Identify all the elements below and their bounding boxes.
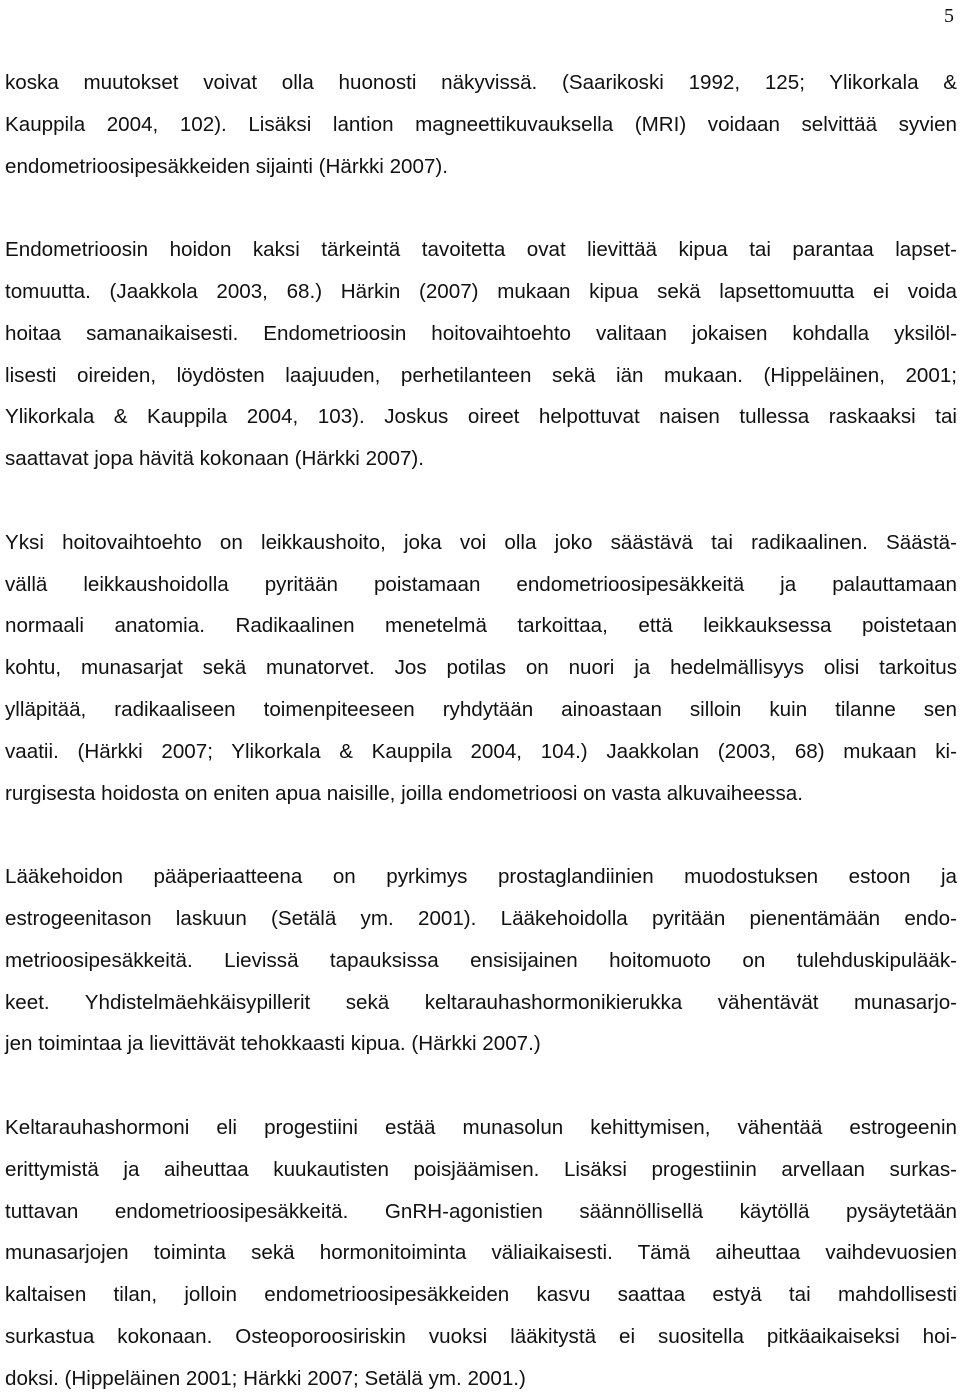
text-line: ylläpitää, radikaaliseen toimenpiteeseen ryhdytään ainoastaan silloin kuin tilanne sen: [5, 697, 957, 721]
document-body: [5, 62, 957, 1400]
text-line: Keltarauhashormoni eli progestiini estää munasolun kehittymisen, vähentää estrogeenin: [5, 1115, 957, 1139]
text-line: kohtu, munasarjat sekä munatorvet. Jos potilas on nuori ja hedelmällisyys olisi tarkoitus: [5, 656, 957, 680]
paragraph-mri: [5, 62, 957, 187]
text-line: metrioosipesäkkeitä. Lievissä tapauksissa ensisijainen hoitomuoto on tulehduskipulääk-: [5, 948, 957, 972]
text-line: doksi. (Hippeläinen 2001; Härkki 2007; Setälä ym. 2001.): [5, 1366, 526, 1390]
text-line: tomuutta. (Jaakkola 2003, 68.) Härkin (2007) mukaan kipua sekä lapsettomuutta ei voida: [5, 279, 957, 303]
text-line: tuttavan endometrioosipesäkkeitä. GnRH-agonistien säännöllisellä käytöllä pysäytetään: [5, 1199, 957, 1223]
text-line: lisesti oireiden, löydösten laajuuden, perhetilanteen sekä iän mukaan. (Hippeläinen, 2001;: [5, 363, 957, 387]
text-line: jen toimintaa ja lievittävät tehokkaasti kipua. (Härkki 2007.): [5, 1032, 541, 1056]
text-line: estrogeenitason laskuun (Setälä ym. 2001). Lääkehoidolla pyritään pienentämään endo-: [5, 906, 957, 930]
text-line: vällä leikkaushoidolla pyritään poistamaan endometrioosipesäkkeitä ja palauttamaan: [5, 572, 957, 596]
page-number: 5: [944, 5, 954, 27]
text-line: Kauppila 2004, 102). Lisäksi lantion magneettikuvauksella (MRI) voidaan selvittää syvien: [5, 112, 957, 136]
text-line: Lääkehoidon pääperiaatteena on pyrkimys prostaglandiinien muodostuksen estoon ja: [5, 865, 957, 889]
text-line: keet. Yhdistelmäehkäisypillerit sekä keltarauhashormonikierukka vähentävät munasarjo-: [5, 990, 957, 1014]
text-line: erittymistä ja aiheuttaa kuukautisten poisjäämisen. Lisäksi progestiinin arvellaan surkas-: [5, 1157, 957, 1181]
paragraph-medication: [5, 856, 957, 1065]
text-line: koska muutokset voivat olla huonosti näkyvissä. (Saarikoski 1992, 125; Ylikorkala &: [5, 71, 957, 94]
paragraph-hormones: [5, 1107, 957, 1400]
text-line: rurgisesta hoidosta on eniten apua naisille, joilla endometrioosi on vasta alkuvaiheessa.: [5, 781, 803, 805]
text-line: kaltaisen tilan, jolloin endometrioosipesäkkeiden kasvu saattaa estyä tai mahdollisesti: [5, 1283, 957, 1307]
text-line: surkastua kokonaan. Osteoporoosiriskin vuoksi lääkitystä ei suositella pitkäaikaiseksi hoi-: [5, 1324, 957, 1348]
text-line: Yksi hoitovaihtoehto on leikkaushoito, joka voi olla joko säästävä tai radikaalinen. Säästä-: [5, 530, 957, 554]
text-line: normaali anatomia. Radikaalinen menetelmä tarkoittaa, että leikkauksessa poistetaan: [5, 614, 957, 638]
text-line: endometrioosipesäkkeiden sijainti (Härkki 2007).: [5, 154, 448, 178]
paragraph-treatment-goals: [5, 229, 957, 480]
paragraph-surgery: [5, 522, 957, 815]
text-line: vaatii. (Härkki 2007; Ylikorkala & Kauppila 2004, 104.) Jaakkolan (2003, 68) mukaan ki-: [5, 739, 957, 763]
text-line: saattavat jopa hävitä kokonaan (Härkki 2007).: [5, 447, 424, 471]
text-line: hoitaa samanaikaisesti. Endometrioosin hoitovaihtoehto valitaan jokaisen kohdalla yksilöl-: [5, 321, 957, 345]
text-line: Endometrioosin hoidon kaksi tärkeintä tavoitetta ovat lievittää kipua tai parantaa lapset-: [5, 238, 957, 262]
text-line: munasarjojen toiminta sekä hormonitoiminta väliaikaisesti. Tämä aiheuttaa vaihdevuosien: [5, 1241, 957, 1265]
text-line: Ylikorkala & Kauppila 2004, 103). Joskus oireet helpottuvat naisen tullessa raskaaksi tai: [5, 405, 957, 429]
